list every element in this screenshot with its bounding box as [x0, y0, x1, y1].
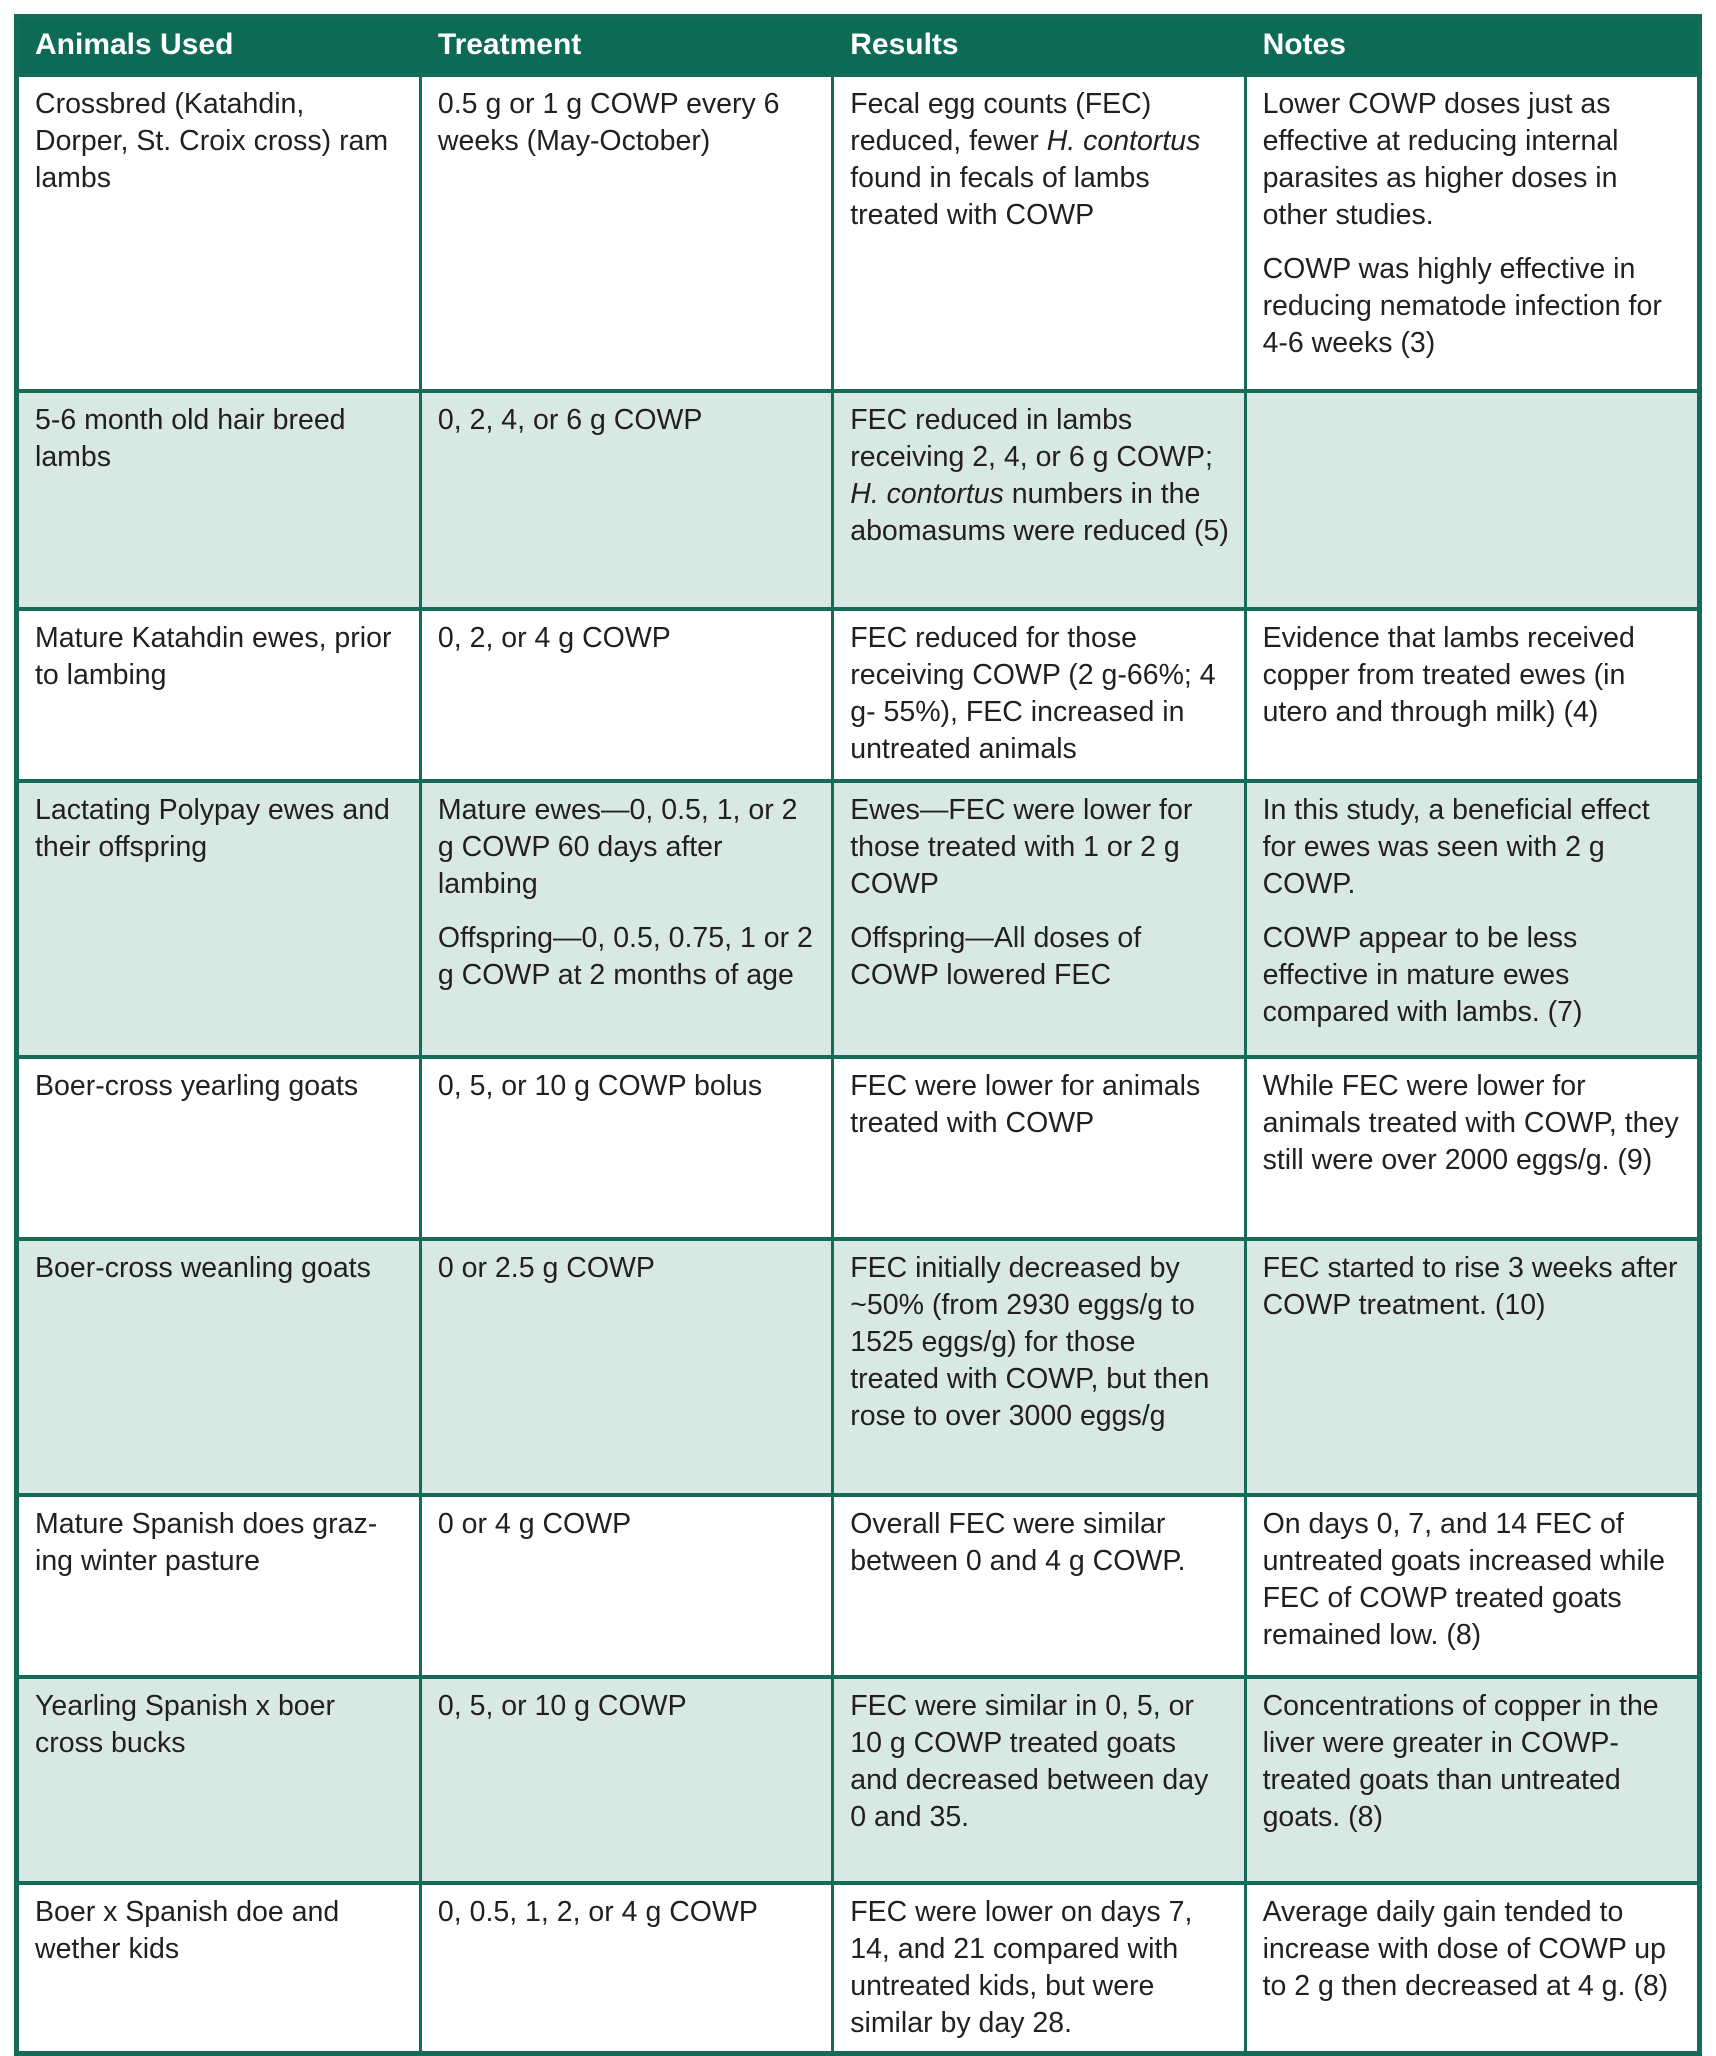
cell-treatment: [420, 75, 832, 391]
cell-paragraph: [1263, 920, 1683, 1031]
text: Average daily gain tended to increase with dose of COWP up to 2 g then decreased at 4 g. (8): [1262, 1896, 1669, 2002]
cell-paragraph: [850, 86, 1229, 234]
text: FEC reduced for those receiving COWP (2 g-66%; 4 g- 55%), FEC increased in untreated animals: [850, 622, 1216, 765]
cell-notes: [1245, 781, 1699, 1057]
text: COWP was highly effective in reducing nematode infection for 4-6 weeks (3): [1262, 253, 1662, 359]
text: Boer x Spanish doe and wether kids: [35, 1896, 340, 1965]
text: 0 or 4 g COWP: [437, 1508, 632, 1540]
text: 0 or 2.5 g COWP: [437, 1252, 655, 1284]
cell-results: [833, 781, 1245, 1057]
cell-results: [833, 75, 1245, 391]
cell-paragraph: [850, 1894, 1229, 2042]
table-row: [17, 1883, 1700, 2054]
cell-paragraph: [438, 620, 817, 657]
text: COWP appear to be less effective in mature ewes compared with lambs. (7): [1262, 922, 1583, 1028]
table-row: [17, 1495, 1700, 1677]
cell-paragraph: [35, 1894, 405, 1968]
cell-animals-used: [17, 1057, 421, 1239]
column-header-notes: Notes: [1245, 17, 1699, 76]
text: Ewes—FEC were lower for those treated with 1 or 2 g COWP: [850, 794, 1193, 900]
cell-paragraph: [438, 1068, 817, 1105]
cell-animals-used: [17, 75, 421, 391]
cell-paragraph: [438, 792, 817, 903]
text: Lactating Polypay ewes and their offspring: [35, 794, 390, 863]
cell-treatment: [420, 1677, 832, 1883]
text: Fecal egg counts (FEC) reduced, fewer: [850, 88, 1152, 157]
text: Evidence that lambs received copper from treated ewes (in utero and through milk) (4): [1262, 622, 1635, 728]
cell-results: [833, 1883, 1245, 2054]
cell-animals-used: [17, 781, 421, 1057]
cell-paragraph: [850, 1068, 1229, 1142]
cell-treatment: [420, 1057, 832, 1239]
cell-notes: [1245, 1495, 1699, 1677]
text: Mature Katahdin ewes, prior to lambing: [35, 622, 392, 691]
cell-paragraph: [35, 1506, 405, 1580]
column-header-animals-used: Animals Used: [17, 17, 421, 76]
text: Offspring—All doses of COWP lowered FEC: [850, 922, 1142, 991]
table-row: [17, 781, 1700, 1057]
italic-text: H. contortus: [850, 478, 1004, 510]
table-row: [17, 1057, 1700, 1239]
text: 0, 2, or 4 g COWP: [437, 622, 671, 654]
italic-text: H. contortus: [1046, 125, 1201, 157]
cell-treatment: [420, 1239, 832, 1495]
text: Boer-cross yearling goats: [35, 1070, 359, 1102]
cowp-studies-table: [14, 14, 1702, 2056]
table-row: [17, 1239, 1700, 1495]
text: FEC were similar in 0, 5, or 10 g COWP treated goats and decreased between day 0 and 35.: [850, 1690, 1209, 1833]
text: 0, 0.5, 1, 2, or 4 g COWP: [437, 1896, 758, 1928]
cell-paragraph: [438, 1250, 817, 1287]
cell-treatment: [420, 1495, 832, 1677]
text: Offspring—0, 0.5, 0.75, 1 or 2 g COWP at 2 months of age: [437, 922, 813, 991]
cell-paragraph: [850, 792, 1229, 903]
cell-paragraph: [35, 1688, 405, 1762]
text: FEC started to rise 3 weeks after COWP treatment. (10): [1262, 1252, 1678, 1321]
cell-paragraph: [1263, 1894, 1683, 2005]
cell-paragraph: [850, 1506, 1229, 1580]
cell-paragraph: [438, 920, 817, 994]
cell-treatment: [420, 609, 832, 781]
text: numbers in the abomasums were reduced (5): [850, 478, 1229, 547]
cell-paragraph: [1263, 1506, 1683, 1654]
text: Lower COWP doses just as effective at reducing internal parasites as higher doses in other studies.: [1262, 88, 1619, 231]
cell-results: [833, 1677, 1245, 1883]
cell-results: [833, 609, 1245, 781]
column-header-results: Results: [833, 17, 1245, 76]
cell-paragraph: [850, 620, 1229, 768]
table-body: [17, 75, 1700, 2054]
cell-animals-used: [17, 1239, 421, 1495]
table-header: [17, 17, 1700, 76]
text: Overall FEC were similar between 0 and 4 g COWP.: [850, 1508, 1186, 1577]
cell-paragraph: [850, 1250, 1229, 1435]
cell-paragraph: [438, 402, 817, 439]
text: FEC were lower for animals treated with COWP: [850, 1070, 1201, 1139]
cell-paragraph: [438, 1506, 817, 1543]
cell-animals-used: [17, 391, 421, 609]
table-row: [17, 1677, 1700, 1883]
table-row: [17, 391, 1700, 609]
cell-paragraph: [1263, 620, 1683, 731]
cell-paragraph: [1263, 251, 1683, 362]
table-row: [17, 75, 1700, 391]
cell-paragraph: [1263, 1068, 1683, 1179]
text: found in fecals of lambs treated with COWP: [850, 162, 1150, 231]
cell-paragraph: [438, 1894, 817, 1931]
cell-paragraph: [35, 402, 405, 476]
cell-animals-used: [17, 1495, 421, 1677]
cell-paragraph: [35, 620, 405, 694]
text: In this study, a beneficial effect for ewes was seen with 2 g COWP.: [1262, 794, 1650, 900]
cell-paragraph: [35, 792, 405, 866]
text: FEC reduced in lambs receiving 2, 4, or 6 g COWP;: [850, 404, 1213, 473]
text: 5-6 month old hair breed lambs: [35, 404, 346, 473]
cell-notes: [1245, 75, 1699, 391]
cell-notes: [1245, 1057, 1699, 1239]
cell-results: [833, 1495, 1245, 1677]
cell-animals-used: [17, 609, 421, 781]
cell-paragraph: [1263, 86, 1683, 234]
cell-paragraph: [850, 920, 1229, 994]
text: Concentrations of copper in the liver were greater in COWP-treated goats than untreated goats. (8): [1262, 1690, 1659, 1833]
text: 0, 5, or 10 g COWP bolus: [437, 1070, 763, 1102]
text: 0, 5, or 10 g COWP: [437, 1690, 687, 1722]
cell-paragraph: [35, 1250, 405, 1287]
cell-notes: [1245, 609, 1699, 781]
cell-paragraph: [438, 1688, 817, 1725]
text: 0, 2, 4, or 6 g COWP: [437, 404, 703, 436]
cell-notes: [1245, 1239, 1699, 1495]
text: Yearling Spanish x boer cross bucks: [35, 1690, 335, 1759]
cell-paragraph: [1263, 792, 1683, 903]
cell-animals-used: [17, 1883, 421, 2054]
cell-notes: [1245, 1677, 1699, 1883]
cell-treatment: [420, 391, 832, 609]
cell-treatment: [420, 1883, 832, 2054]
cell-paragraph: [1263, 1688, 1683, 1836]
cell-paragraph: [438, 86, 817, 160]
text: 0.5 g or 1 g COWP every 6 weeks (May-October): [437, 88, 780, 157]
cell-paragraph: [850, 402, 1229, 550]
text: Mature ewes—0, 0.5, 1, or 2 g COWP 60 days after lambing: [437, 794, 798, 900]
cell-paragraph: [1263, 1250, 1683, 1324]
cell-paragraph: [35, 86, 405, 197]
cell-results: [833, 1239, 1245, 1495]
column-header-treatment: Treatment: [420, 17, 832, 76]
cell-notes: [1245, 391, 1699, 609]
text: On days 0, 7, and 14 FEC of untreated goats increased while FEC of COWP treated goats remained low. (8): [1262, 1508, 1665, 1651]
table-row: [17, 609, 1700, 781]
text: FEC were lower on days 7, 14, and 21 compared with untreated kids, but were similar by day 28.: [850, 1896, 1193, 2039]
text: Crossbred (Katahdin, Dorper, St. Croix cross) ram lambs: [35, 88, 389, 194]
text: Mature Spanish does grazing winter pasture: [35, 1508, 378, 1577]
cell-treatment: [420, 781, 832, 1057]
cell-results: [833, 1057, 1245, 1239]
cell-paragraph: [35, 1068, 405, 1105]
cell-paragraph: [850, 1688, 1229, 1836]
text: Boer-cross weanling goats: [35, 1252, 371, 1284]
text: While FEC were lower for animals treated with COWP, they still were over 2000 eggs/g. (9): [1262, 1070, 1679, 1176]
header-row: [17, 17, 1700, 76]
cell-animals-used: [17, 1677, 421, 1883]
cell-notes: [1245, 1883, 1699, 2054]
text: FEC initially decreased by ~50% (from 2930 eggs/g to 1525 eggs/g) for those treated with COWP, but then rose to over 3000 eggs/g: [850, 1252, 1210, 1432]
cell-results: [833, 391, 1245, 609]
